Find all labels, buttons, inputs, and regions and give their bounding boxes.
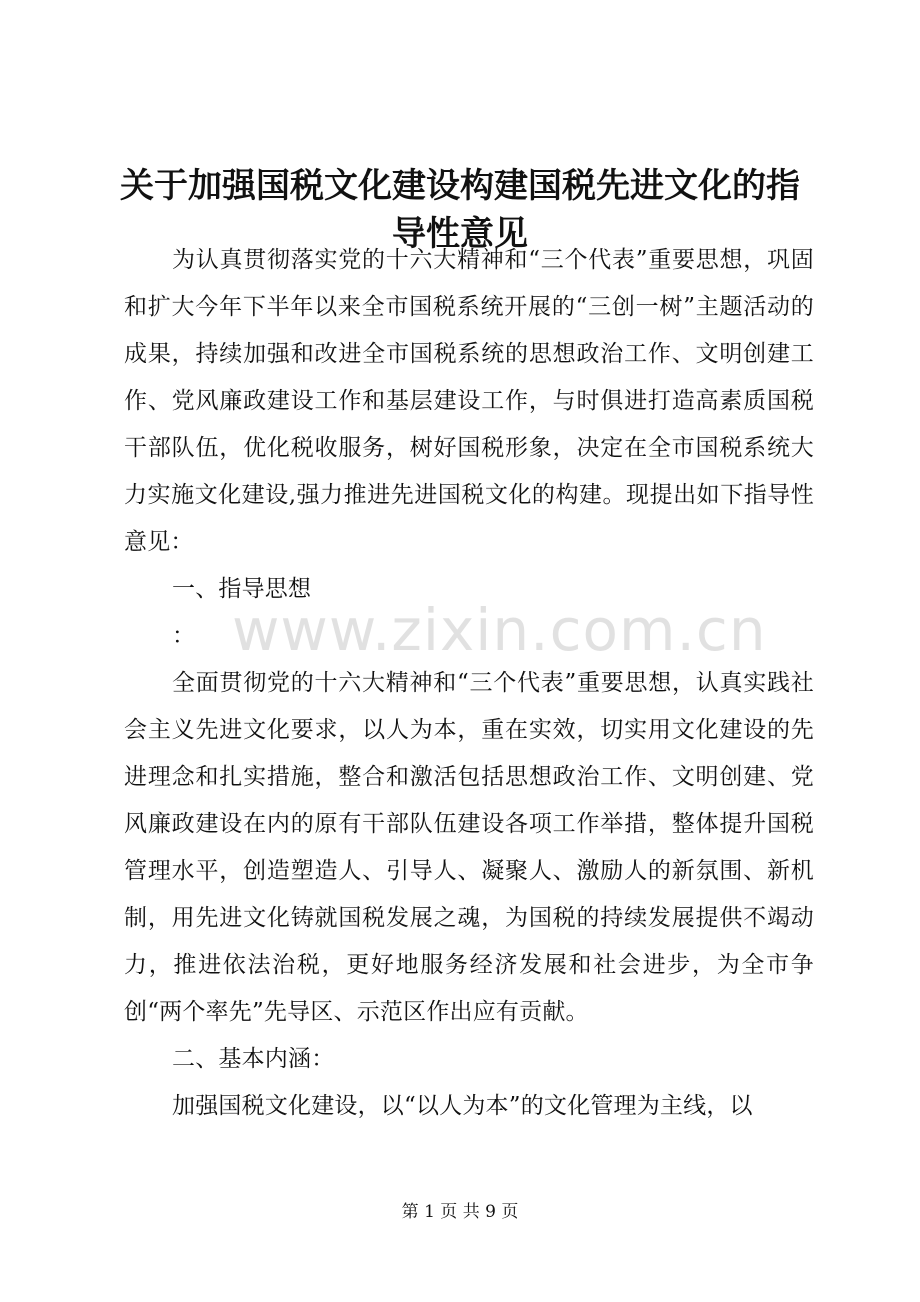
page-footer: 第 1 页 共 9 页 (401, 1202, 519, 1222)
heading-colon: ： (172, 623, 196, 649)
heading-basic-connotation: 二、基本内涵： (172, 1046, 335, 1072)
document-body (124, 237, 814, 1130)
paragraph-intro: 为认真贯彻落实党的十六大精神和“三个代表”重要思想，巩固和扩大今年下半年以来全市国税系统开展的“三创一树”主题活动的成果，持续加强和改进全市国税系统的思想政治工作、文明创建工作、党风廉政建设工作和基层建设工作，与时俱进打造高素质国税干部队伍，优化税收服务，树好国税形象，决定在全市国税系统大力实施文化建设,强力推进先进国税文化的构建。现提出如下指导性意见： (124, 247, 814, 555)
paragraph-basic-connotation: 加强国税文化建设，以“以人为本”的文化管理为主线，以 (172, 1093, 753, 1119)
document-title: 关于加强国税文化建设构建国税先进文化的指导性意见 (120, 166, 800, 254)
watermark: www.zixin.com.cn (232, 596, 767, 664)
paragraph-guiding-ideology: 全面贯彻党的十六大精神和“三个代表”重要思想，认真实践社会主义先进文化要求，以人为本，重在实效，切实用文化建设的先进理念和扎实措施，整合和激活包括思想政治工作、文明创建、党风廉政建设在内的原有干部队伍建设各项工作举措，整体提升国税管理水平，创造塑造人、引导人、凝聚人、激励人的新氛围、新机制，用先进文化铸就国税发展之魂，为国税的持续发展提供不竭动力，推进依法治税，更好地服务经济发展和社会进步，为全市争创“两个率先”先导区、示范区作出应有贡献。 (124, 670, 814, 1025)
heading-guiding-ideology: 一、指导思想 (172, 576, 312, 602)
